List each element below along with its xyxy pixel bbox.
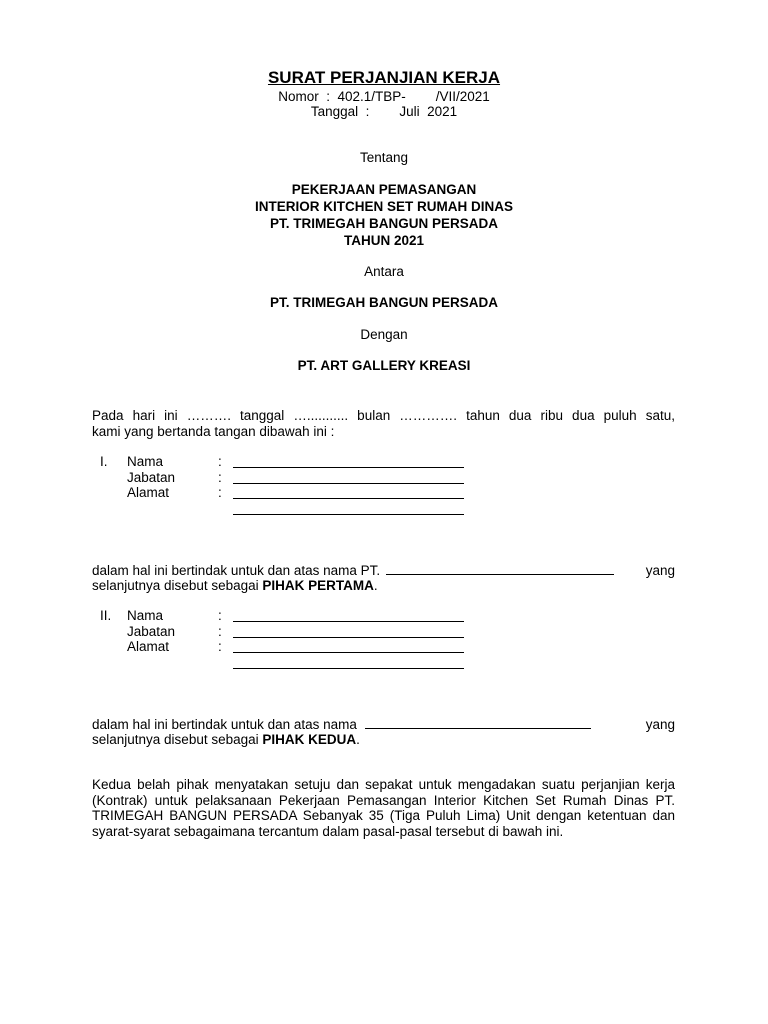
alamat-label: Alamat — [127, 485, 170, 500]
colon: : — [218, 608, 222, 623]
document-number: Nomor : 402.1/TBP- /VII/2021 — [278, 89, 490, 104]
opening-line: Pada hari ini ………. tanggal …........... bulan …………. tahun dua ribu dua puluh satu, — [92, 408, 675, 423]
party-one-role-line: selanjutnya disebut sebagai PIHAK PERTAMA. — [92, 578, 378, 593]
document-date: Tanggal : Juli 2021 — [310, 104, 458, 119]
alamat-field-line-2[interactable] — [233, 514, 464, 515]
subject-line: PT. TRIMEGAH BANGUN PERSADA — [269, 216, 498, 231]
document-title: SURAT PERJANJIAN KERJA — [267, 68, 501, 87]
alamat-label: Alamat — [127, 639, 170, 654]
nama-field-line[interactable] — [233, 621, 464, 622]
pihak-kedua-label: PIHAK KEDUA — [262, 732, 357, 747]
jabatan-field-line[interactable] — [233, 483, 464, 484]
party-two-numeral: II. — [100, 608, 112, 623]
alamat-field-line[interactable] — [233, 652, 464, 653]
subject-line: TAHUN 2021 — [343, 233, 425, 248]
party-one-statement: dalam hal ini bertindak untuk dan atas nama PT. yang — [92, 563, 675, 578]
opening-line: kami yang bertanda tangan dibawah ini : — [92, 424, 335, 439]
alamat-field-line-2[interactable] — [233, 668, 464, 669]
dengan-label: Dengan — [360, 327, 408, 342]
colon: : — [218, 454, 222, 469]
tentang-label: Tentang — [359, 150, 409, 165]
closing-line: (Kontrak) untuk pelaksanaan Pekerjaan Pemasangan Interior Kitchen Set Rumah Dinas PT. — [92, 793, 675, 808]
jabatan-field-line[interactable] — [233, 637, 464, 638]
alamat-field-line[interactable] — [233, 498, 464, 499]
colon: : — [218, 624, 222, 639]
closing-line: Kedua belah pihak menyatakan setuju dan sepakat untuk mengadakan suatu perjanjian kerja — [92, 777, 675, 792]
party-two-role-line: selanjutnya disebut sebagai PIHAK KEDUA. — [92, 732, 360, 747]
pihak-pertama-label: PIHAK PERTAMA — [262, 578, 374, 593]
closing-line: TRIMEGAH BANGUN PERSADA Sebanyak 35 (Tiga Puluh Lima) Unit dengan ketentuan dan — [92, 808, 675, 823]
party-two-statement: dalam hal ini bertindak untuk dan atas nama yang — [92, 717, 675, 732]
nama-label: Nama — [127, 454, 164, 469]
company-name-line[interactable] — [365, 716, 591, 729]
colon: : — [218, 470, 222, 485]
subject-line: PEKERJAAN PEMASANGAN — [291, 182, 477, 197]
party-one-numeral: I. — [100, 454, 108, 469]
colon: : — [218, 639, 222, 654]
party-two-heading: PT. ART GALLERY KREASI — [297, 358, 471, 373]
closing-line: syarat-syarat sebagaimana tercantum dalam pasal-pasal tersebut di bawah ini. — [92, 824, 564, 839]
company-name-line[interactable] — [386, 562, 614, 575]
colon: : — [218, 485, 222, 500]
party-one-heading: PT. TRIMEGAH BANGUN PERSADA — [269, 295, 498, 310]
nama-field-line[interactable] — [233, 467, 464, 468]
antara-label: Antara — [364, 264, 404, 279]
nama-label: Nama — [127, 608, 164, 623]
jabatan-label: Jabatan — [127, 624, 176, 639]
jabatan-label: Jabatan — [127, 470, 176, 485]
subject-line: INTERIOR KITCHEN SET RUMAH DINAS — [254, 199, 513, 214]
